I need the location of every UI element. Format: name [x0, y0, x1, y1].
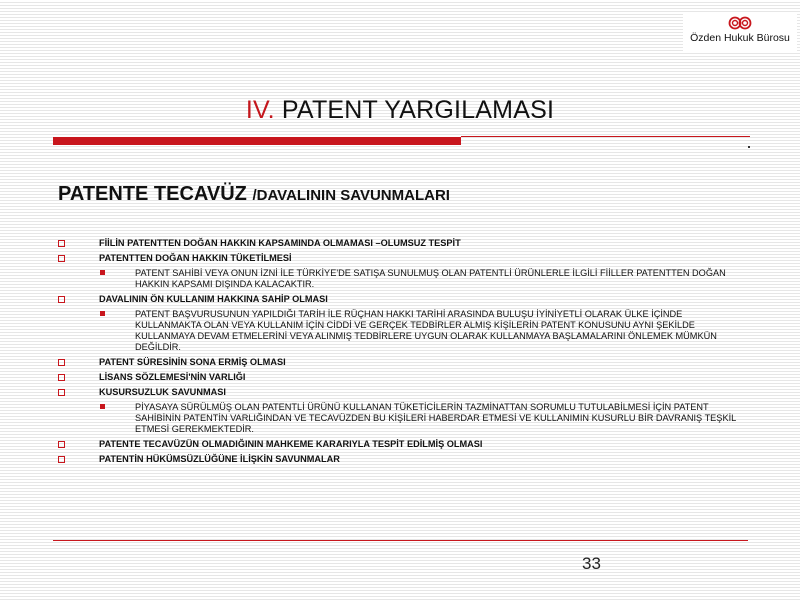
square-bullet-icon [100, 270, 105, 275]
list-item [58, 294, 748, 305]
title-text: PATENT YARGILAMASI [274, 96, 555, 124]
square-bullet-icon [100, 311, 105, 316]
list-item [58, 454, 748, 465]
footer-divider [53, 540, 748, 541]
list-item [58, 387, 748, 398]
list-item-text: KUSURSUZLUK SAVUNMASI [99, 387, 226, 397]
list-item [58, 253, 748, 264]
list-item-text: PATENT SAHİBİ VEYA ONUN İZNİ İLE TÜRKİYE'DE SATIŞA SUNULMUŞ OLAN PATENTLİ ÜRÜNLERLE İLGİLİ FİİLLER PATENTTEN DOĞAN HAKKIN KAPSAMI DIŞINDA KALACAKTIR. [135, 268, 726, 289]
list-item-text: FİİLİN PATENTTEN DOĞAN HAKKIN KAPSAMINDA OLMAMASI –OLUMSUZ TESPİT [99, 238, 461, 248]
title-underline-bar [53, 137, 461, 145]
hollow-square-bullet-icon [58, 240, 65, 247]
title-number: IV. [245, 96, 275, 124]
section-subtitle [58, 183, 450, 206]
list-item-text: PATENTE TECAVÜZÜN OLMADIĞININ MAHKEME KARARIYLA TESPİT EDİLMİŞ OLMASI [99, 439, 483, 449]
page-title [0, 96, 800, 125]
hollow-square-bullet-icon [58, 359, 65, 366]
list-item-text: DAVALININ ÖN KULLANIM HAKKINA SAHİP OLMASI [99, 294, 328, 304]
list-item [58, 238, 748, 249]
hollow-square-bullet-icon [58, 441, 65, 448]
list-item-text: PATENT SÜRESİNİN SONA ERMİŞ OLMASI [99, 357, 286, 367]
list-item-text: LİSANS SÖZLEMESİ'NİN VARLIĞI [99, 372, 246, 382]
hollow-square-bullet-icon [58, 389, 65, 396]
list-item [58, 439, 748, 450]
hollow-square-bullet-icon [58, 456, 65, 463]
decorative-dot [748, 146, 750, 148]
subtitle-secondary: /DAVALININ SAVUNMALARI [252, 187, 450, 204]
hollow-square-bullet-icon [58, 255, 65, 262]
sub-list-item [58, 268, 748, 290]
list-item-text: PATENTİN HÜKÜMSÜZLÜĞÜNE İLİŞKİN SAVUNMALAR [99, 454, 340, 464]
list-item-text: PATENT BAŞVURUSUNUN YAPILDIĞI TARİH İLE RÜÇHAN HAKKI TARİHİ ARASINDA BULUŞU İYİNİYETLİ OLARAK ÜLKE İÇİNDE KULLANMAKTA OLAN VEYA KULLANIM İÇİN CİDDİ VE GERÇEK TEDBİRLER ALMIŞ KİŞİLERİN PATENT KONUSUNU AYNI ŞEKİLDE KULLANMAYA DEVAM ETMELERİNİ VEYA ALINMIŞ TEDBİRLERE UYGUN OLARAK KULLANMAYA BAŞLAMALARINI ÖNLEMEK MÜMKÜN DEĞİLDİR. [135, 309, 717, 352]
double-ring-logo-icon [727, 16, 753, 30]
list-item [58, 372, 748, 383]
list-item-text: PİYASAYA SÜRÜLMÜŞ OLAN PATENTLİ ÜRÜNÜ KULLANAN TÜKETİCİLERİN TAZMİNATTAN SORUMLU TUTULABİLMESİ İÇİN PATENT SAHİBİNİN PATENTİN VARLIĞINDAN VE TECAVÜZDEN BU KİŞİLERİ HABERDAR ETMESİ VE KULLANIMIN KUSURLU BİR DAVRANIŞ TEŞKİL ETMESİ GEREKMEKTEDİR. [135, 402, 736, 434]
logo-text: Özden Hukuk Bürosu [690, 32, 790, 44]
hollow-square-bullet-icon [58, 296, 65, 303]
logo [683, 14, 797, 52]
list-item-text: PATENTTEN DOĞAN HAKKIN TÜKETİLMESİ [99, 253, 292, 263]
square-bullet-icon [100, 404, 105, 409]
list-item [58, 357, 748, 368]
page-number: 33 [582, 554, 601, 573]
title-underline-thin [461, 136, 750, 137]
sub-list-item [58, 309, 748, 353]
bullet-list [58, 238, 748, 469]
sub-list-item [58, 402, 748, 435]
subtitle-main: PATENTE TECAVÜZ [58, 183, 253, 205]
hollow-square-bullet-icon [58, 374, 65, 381]
